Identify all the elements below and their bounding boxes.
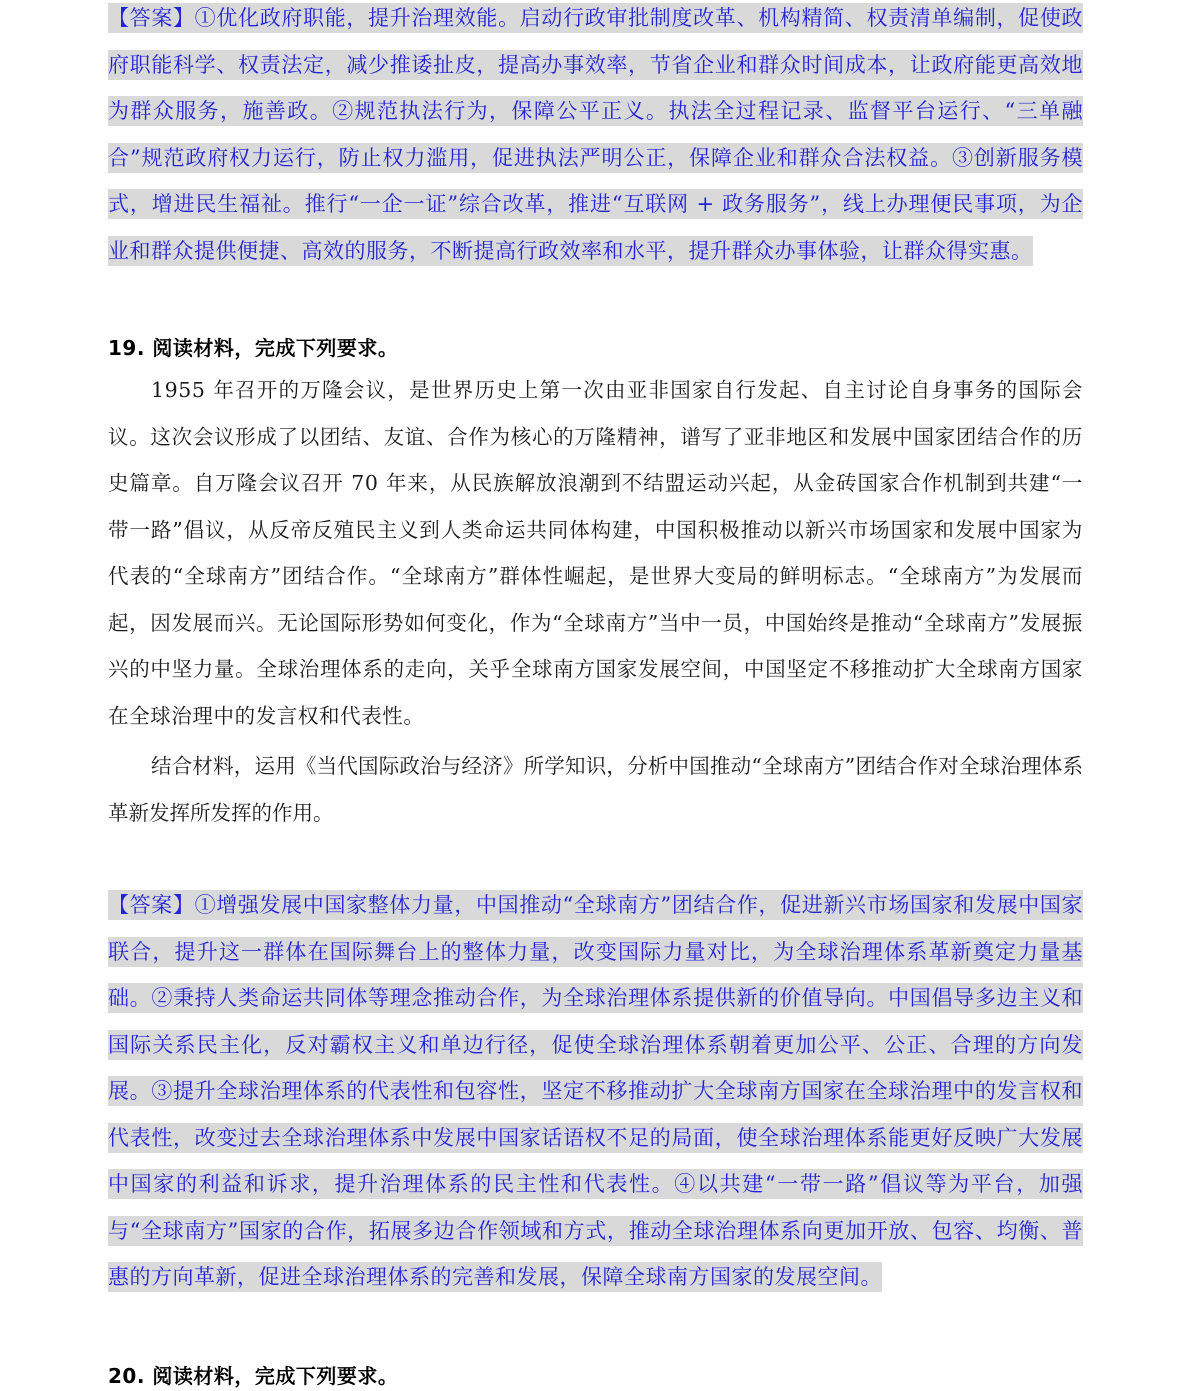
answer-block-19 <box>108 882 1083 1301</box>
question-19-heading: 19. 阅读材料，完成下列要求。 <box>108 336 399 360</box>
question-19-material <box>108 367 1083 739</box>
answer-text: 【答案】①增强发展中国家整体力量，中国推动“全球南方”团结合作，促进新兴市场国家和发展中国家联合，提升这一群体在国际舞台上的整体力量，改变国际力量对比，为全球治理体系革新奠定力量基础。②秉持人类命运共同体等理念推动合作，为全球治理体系提供新的价值导向。中国倡导多边主义和国际关系民主化，反对霸权主义和单边行径，促使全球治理体系朝着更加公平、公正、合理的方向发展。③提升全球治理体系的代表性和包容性，坚定不移推动扩大全球南方国家在全球治理中的发言权和代表性，改变过去全球治理体系中发展中国家话语权不足的局面，使全球治理体系能更好反映广大发展中国家的利益和诉求，提升治理体系的民主性和代表性。④以共建“一带一路”倡议等为平台，加强与“全球南方”国家的合作，拓展多边合作领域和方式，推动全球治理体系向更加开放、包容、均衡、普惠的方向革新，促进全球治理体系的完善和发展，保障全球南方国家的发展空间。 <box>108 890 1083 1292</box>
answer-block-18 <box>108 0 1083 274</box>
task-paragraph: 结合材料，运用《当代国际政治与经济》所学知识，分析中国推动“全球南方”团结合作对全球治理体系革新发挥所发挥的作用。 <box>108 754 1083 825</box>
material-paragraph: 1955 年召开的万隆会议，是世界历史上第一次由亚非国家自行发起、自主讨论自身事务的国际会议。这次会议形成了以团结、友谊、合作为核心的万隆精神，谱写了亚非地区和发展中国家团结合作的历史篇章。自万隆会议召开 70 年来，从民族解放浪潮到不结盟运动兴起，从金砖国家合作机制到共建“一带一路”倡议，从反帝反殖民主义到人类命运共同体构建，中国积极推动以新兴市场国家和发展中国家为代表的“全球南方”团结合作。“全球南方”群体性崛起，是世界大变局的鲜明标志。“全球南方”为发展而起，因发展而兴。无论国际形势如何变化，作为“全球南方”当中一员，中国始终是推动“全球南方”发展振兴的中坚力量。全球治理体系的走向，关乎全球南方国家发展空间，中国坚定不移推动扩大全球南方国家在全球治理中的发言权和代表性。 <box>108 378 1083 728</box>
question-20-heading: 20. 阅读材料，完成下列要求。 <box>108 1364 399 1388</box>
question-19-task <box>108 743 1083 836</box>
answer-text: 【答案】①优化政府职能，提升治理效能。启动行政审批制度改革、机构精简、权责清单编制，促使政府职能科学、权责法定，减少推诿扯皮，提高办事效率，节省企业和群众时间成本，让政府能更高效地为群众服务，施善政。②规范执法行为，保障公平正义。执法全过程记录、监督平台运行、“三单融合”规范政府权力运行，防止权力滥用，促进执法严明公正，保障企业和群众合法权益。③创新服务模式，增进民生福祉。推行“一企一证”综合改革，推进“互联网 + 政务服务”，线上办理便民事项，为企业和群众提供便捷、高效的服务，不断提高行政效率和水平，提升群众办事体验，让群众得实惠。 <box>108 3 1083 266</box>
